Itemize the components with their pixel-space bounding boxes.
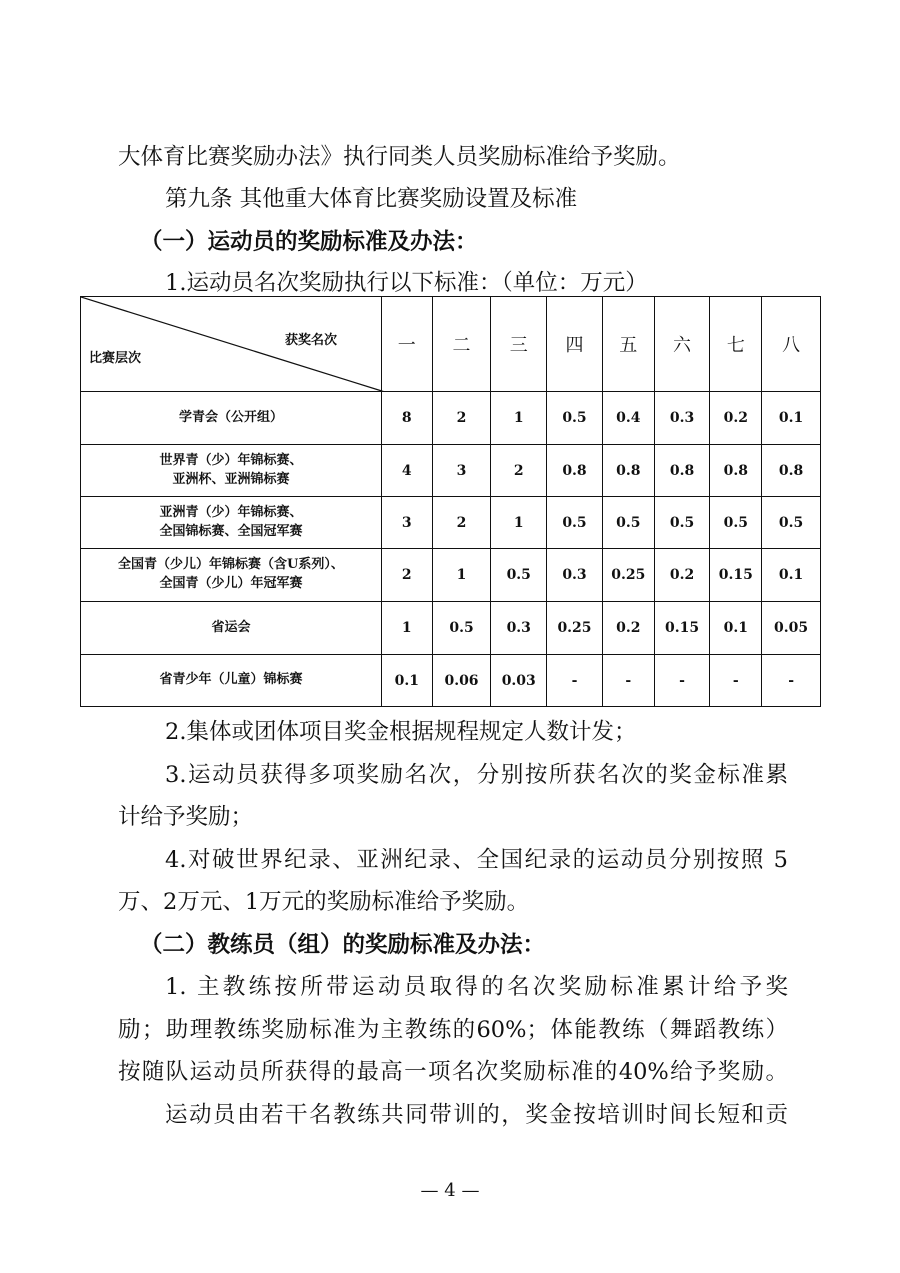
paragraph-text: 大体育比赛奖励办法》执行同类人员奖励标准给予奖励。 <box>118 144 681 170</box>
rank-header: 八 <box>762 297 821 392</box>
paragraph-text: 3.运动员获得多项奖励名次，分别按所获名次的奖金标准累 <box>165 762 788 788</box>
value-cell: 0.03 <box>491 655 547 707</box>
value-cell: - <box>547 655 603 707</box>
rank-header: 五 <box>602 297 654 392</box>
article-heading: 第九条 其他重大体育比赛奖励设置及标准 <box>165 186 578 212</box>
rank-header: 二 <box>432 297 491 392</box>
paragraph-text: 1. 主教练按所带运动员取得的名次奖励标准累计给予奖 <box>165 974 788 1000</box>
value-cell: 0.5 <box>432 602 491 655</box>
award-table <box>80 296 821 707</box>
value-cell: 0.1 <box>762 549 821 602</box>
value-cell: 0.1 <box>710 602 762 655</box>
paragraph-text: 4.对破世界纪录、亚洲纪录、全国纪录的运动员分别按照 5 <box>165 847 788 873</box>
paragraph-text: 万、2万元、1万元的奖励标准给予奖励。 <box>118 889 530 915</box>
value-cell: 0.15 <box>654 602 710 655</box>
category-cell: 全国青（少儿）年锦标赛（含U系列）、 全国青（少儿）年冠军赛 <box>81 549 382 602</box>
value-cell: 0.5 <box>547 497 603 549</box>
rank-header: 三 <box>491 297 547 392</box>
value-cell: 4 <box>381 445 432 497</box>
table-row <box>81 497 821 549</box>
value-cell: 0.3 <box>547 549 603 602</box>
value-cell: 0.06 <box>432 655 491 707</box>
value-cell: 0.5 <box>491 549 547 602</box>
rank-axis-label: 获奖名次 <box>284 333 337 348</box>
paragraph-text: 1.运动员名次奖励执行以下标准：（单位：万元） <box>165 270 648 296</box>
category-cell: 省青少年（儿童）锦标赛 <box>81 655 382 707</box>
table-row <box>81 392 821 445</box>
value-cell: 1 <box>432 549 491 602</box>
value-cell: 0.25 <box>602 549 654 602</box>
value-cell: 0.3 <box>654 392 710 445</box>
value-cell: 0.2 <box>654 549 710 602</box>
rank-header: 四 <box>547 297 603 392</box>
value-cell: 1 <box>491 497 547 549</box>
table-row <box>81 602 821 655</box>
value-cell: 0.8 <box>762 445 821 497</box>
value-cell: 0.8 <box>654 445 710 497</box>
value-cell: 1 <box>381 602 432 655</box>
value-cell: 0.5 <box>654 497 710 549</box>
value-cell: 3 <box>381 497 432 549</box>
value-cell: 0.5 <box>547 392 603 445</box>
value-cell: 0.5 <box>710 497 762 549</box>
rank-header: 六 <box>654 297 710 392</box>
value-cell: 0.1 <box>762 392 821 445</box>
value-cell: 0.8 <box>602 445 654 497</box>
value-cell: 0.8 <box>547 445 603 497</box>
value-cell: 2 <box>432 497 491 549</box>
value-cell: 8 <box>381 392 432 445</box>
value-cell: 0.25 <box>547 602 603 655</box>
value-cell: 0.2 <box>710 392 762 445</box>
value-cell: - <box>710 655 762 707</box>
value-cell: 0.2 <box>602 602 654 655</box>
value-cell: 0.05 <box>762 602 821 655</box>
page-number: — 4 — <box>420 1180 480 1201</box>
value-cell: 0.3 <box>491 602 547 655</box>
value-cell: 0.5 <box>602 497 654 549</box>
value-cell: 0.1 <box>381 655 432 707</box>
value-cell: 1 <box>491 392 547 445</box>
table-row <box>81 549 821 602</box>
value-cell: - <box>602 655 654 707</box>
value-cell: 0.5 <box>762 497 821 549</box>
value-cell: 3 <box>432 445 491 497</box>
value-cell: - <box>654 655 710 707</box>
paragraph-text: 2.集体或团体项目奖金根据规程规定人数计发； <box>165 719 637 745</box>
category-cell: 省运会 <box>81 602 382 655</box>
table-header-row <box>81 297 821 392</box>
category-cell: 学青会（公开组） <box>81 392 382 445</box>
paragraph-text: 运动员由若干名教练共同带训的，奖金按培训时间长短和贡 <box>165 1102 788 1128</box>
value-cell: 2 <box>491 445 547 497</box>
paragraph-text: 按随队运动员所获得的最高一项名次奖励标准的40%给予奖励。 <box>118 1059 788 1085</box>
rank-header: 一 <box>381 297 432 392</box>
table-row <box>81 655 821 707</box>
category-cell: 世界青（少）年锦标赛、 亚洲杯、亚洲锦标赛 <box>81 445 382 497</box>
value-cell: - <box>762 655 821 707</box>
section-heading: （二）教练员（组）的奖励标准及办法： <box>140 932 546 958</box>
diagonal-header-cell <box>81 297 382 392</box>
value-cell: 0.15 <box>710 549 762 602</box>
value-cell: 2 <box>432 392 491 445</box>
table-row <box>81 445 821 497</box>
diagonal-line <box>81 297 385 392</box>
value-cell: 0.8 <box>710 445 762 497</box>
paragraph-text: 励；助理教练奖励标准为主教练的60%；体能教练（舞蹈教练） <box>118 1017 788 1043</box>
category-cell: 亚洲青（少）年锦标赛、 全国锦标赛、全国冠军赛 <box>81 497 382 549</box>
value-cell: 2 <box>381 549 432 602</box>
section-heading: （一）运动员的奖励标准及办法： <box>140 229 478 255</box>
paragraph-text: 计给予奖励； <box>118 804 254 830</box>
rank-header: 七 <box>710 297 762 392</box>
value-cell: 0.4 <box>602 392 654 445</box>
level-axis-label: 比赛层次 <box>89 351 142 366</box>
